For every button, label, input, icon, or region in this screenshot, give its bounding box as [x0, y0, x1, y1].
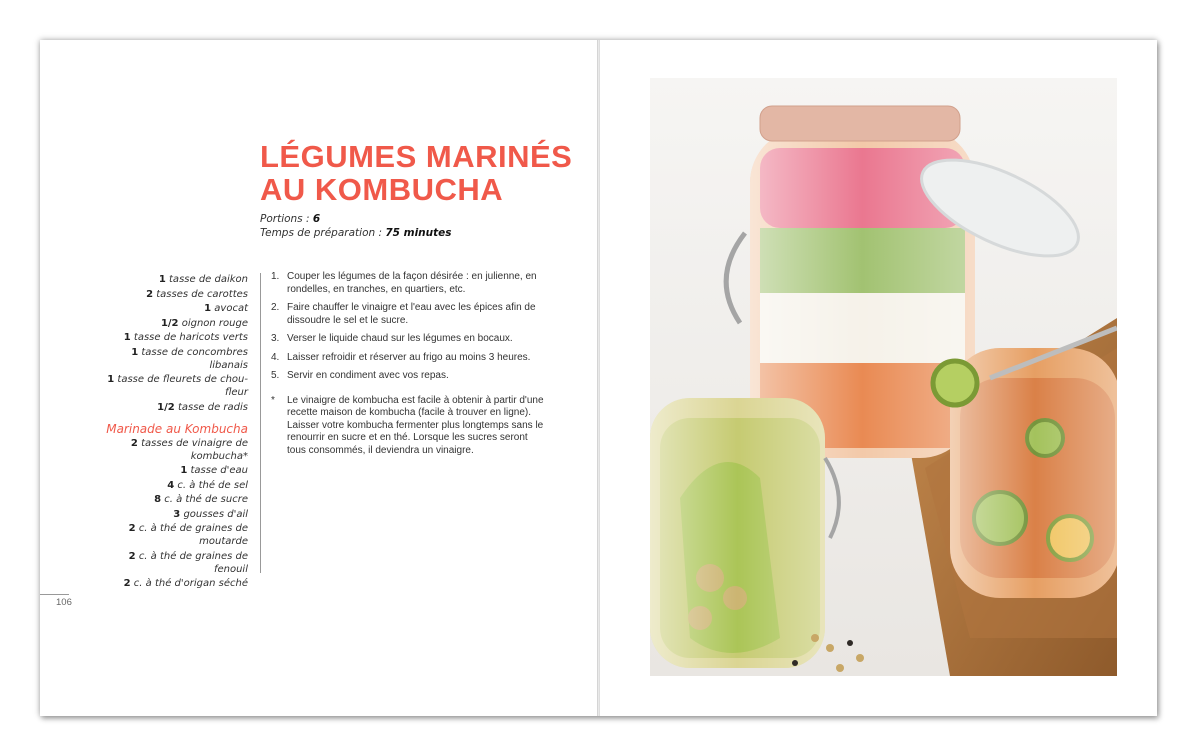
ingredient-text: tasse de fleurets de chou-fleur [117, 374, 248, 398]
marinade-item [106, 577, 248, 590]
marinade-item [106, 464, 248, 477]
ingredient-text: tasse de haricots verts [133, 332, 248, 343]
step-text: Verser le liquide chaud sur les légumes en bocaux. [287, 333, 513, 344]
ingredient-item [106, 373, 248, 399]
page-gutter [597, 40, 600, 716]
marinade-qty: 1 [180, 465, 188, 476]
footnote-text: Le vinaigre de kombucha est facile à obtenir à partir d'une recette maison de kombucha (facile à trouver en ligne). Laisser votre kombucha fermenter plus longtemps sans le renourrir en sucre et en thé. Lorsque les sucres seront tous consommés, il deviendra un vinaigre. [287, 394, 544, 456]
marinade-text: c. à thé d'origan séché [133, 578, 248, 589]
portions-label: Portions : [260, 213, 310, 225]
ingredient-item [106, 288, 248, 301]
recipe-title-line2: AU KOMBUCHA [260, 172, 504, 207]
ingredient-item [106, 346, 248, 372]
prep-time-value: 75 minutes [385, 227, 452, 239]
photo-illustration [650, 78, 1117, 676]
step-text: Faire chauffer le vinaigre et l'eau avec les épices afin de dissoudre le sel et le sucre. [287, 302, 536, 326]
ingredient-text: avocat [214, 303, 248, 314]
instruction-list [271, 271, 546, 457]
footnote-marker: * [271, 394, 275, 406]
marinade-item [106, 479, 248, 492]
ingredient-text: oignon rouge [181, 317, 248, 329]
ingredient-text: tasse de daikon [169, 274, 248, 285]
recipe-meta [260, 212, 452, 240]
step-number: 4. [271, 351, 280, 363]
ingredient-item [106, 401, 248, 414]
ingredient-qty: 1 [131, 346, 139, 358]
ingredient-list [106, 273, 248, 592]
marinade-qty: 2 [128, 523, 136, 534]
ingredient-item [106, 273, 248, 286]
marinade-text: c. à thé de graines de moutarde [138, 523, 248, 547]
marinade-title: Marinade au Kombucha [106, 421, 248, 436]
ingredient-qty: 1 [123, 332, 131, 343]
portions-row [260, 212, 452, 226]
ingredient-qty: 1/2 [160, 317, 179, 329]
instruction-step [271, 302, 546, 327]
step-text: Servir en condiment avec vos repas. [287, 370, 449, 381]
footnote [271, 395, 546, 458]
ingredient-item [106, 302, 248, 315]
step-text: Laisser refroidir et réserver au frigo au moins 3 heures. [287, 351, 531, 363]
instruction-step [271, 271, 546, 296]
marinade-qty: 2 [128, 550, 136, 562]
ingredient-text: tasse de concombres libanais [141, 346, 248, 371]
page-number-rule [40, 594, 69, 595]
book-spread [40, 40, 1157, 716]
step-number: 5. [271, 370, 280, 381]
step-text: Couper les légumes de la façon désirée : en julienne, en rondelles, en tranches, en quartiers, etc. [287, 271, 537, 295]
ingredient-qty: 2 [146, 288, 154, 300]
ingredient-qty: 1/2 [157, 401, 175, 413]
marinade-text: c. à thé de sel [177, 479, 248, 491]
marinade-item [106, 508, 248, 521]
prep-time-row [260, 226, 452, 240]
prep-time-label: Temps de préparation : [260, 227, 383, 239]
marinade-qty: 2 [123, 578, 131, 589]
column-divider [260, 273, 261, 573]
ingredient-item [106, 317, 248, 330]
marinade-qty: 4 [167, 479, 175, 491]
page-number: 106 [56, 597, 72, 608]
recipe-title-line1: LÉGUMES MARINÉS [260, 139, 573, 174]
marinade-text: tasses de vinaigre de kombucha* [141, 437, 248, 462]
avocado-jar [650, 398, 839, 668]
pickled-jars-photo [650, 78, 1117, 676]
marinade-text: gousses d'ail [183, 508, 248, 520]
portions-value: 6 [312, 213, 321, 225]
instruction-step [271, 352, 546, 365]
marinade-item [106, 437, 248, 463]
marinade-item [106, 493, 248, 506]
ingredient-qty: 1 [204, 303, 212, 314]
step-number: 2. [271, 302, 280, 313]
step-number: 1. [271, 271, 280, 282]
ingredient-item [106, 331, 248, 344]
step-number: 3. [271, 333, 280, 344]
ingredient-qty: 1 [158, 274, 166, 285]
marinade-qty: 8 [154, 494, 162, 505]
ingredient-qty: 1 [107, 374, 115, 385]
marinade-qty: 3 [173, 508, 181, 520]
marinade-text: tasse d'eau [190, 465, 248, 476]
marinade-item [106, 522, 248, 548]
marinade-item [106, 550, 248, 576]
instruction-step [271, 370, 546, 383]
ingredient-text: tasse de radis [177, 401, 248, 413]
ingredient-text: tasses de carottes [156, 288, 248, 300]
marinade-text: c. à thé de sucre [164, 494, 248, 505]
marinade-qty: 2 [130, 437, 138, 449]
recipe-title [260, 140, 580, 206]
marinade-text: c. à thé de graines de fenouil [138, 550, 248, 575]
instruction-step [271, 333, 546, 346]
